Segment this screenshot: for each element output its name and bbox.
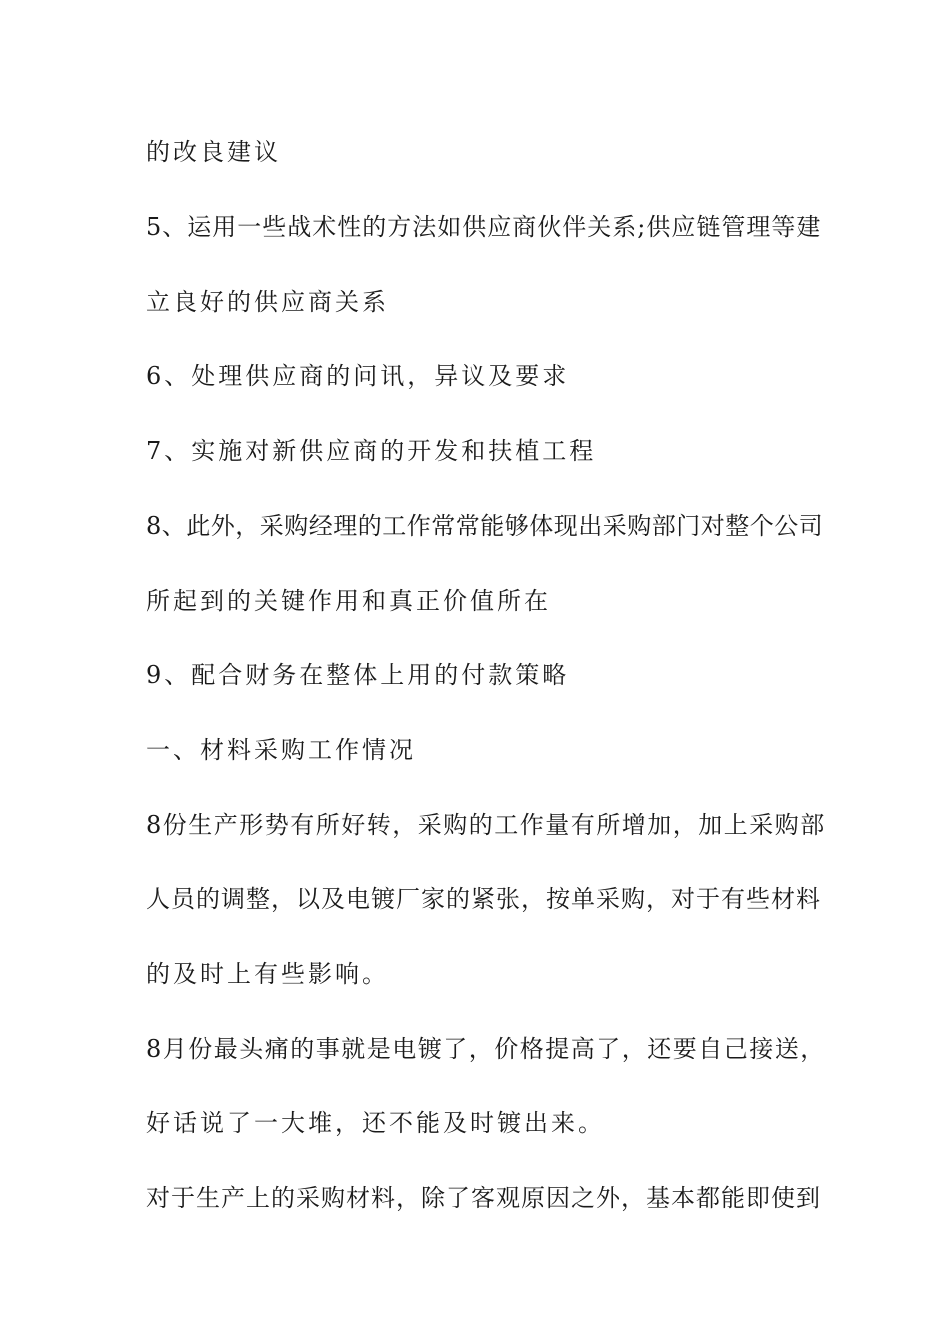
text-line: 所起到的关键作用和真正价值所在 (146, 587, 551, 615)
text-line: 人员的调整，以及电镀厂家的紧张，按单采购，对于有些材料 (146, 885, 821, 913)
text-line: 6、处理供应商的问讯，异议及要求 (146, 362, 570, 390)
text-line: 立良好的供应商关系 (146, 288, 389, 316)
text-line: 对于生产上的采购材料，除了客观原因之外，基本都能即使到 (146, 1184, 821, 1212)
text-line: 7、实施对新供应商的开发和扶植工程 (146, 437, 597, 465)
text-line: 5、运用一些战术性的方法如供应商伙伴关系;供应链管理等建 (146, 213, 822, 241)
text-line: 8份生产形势有所好转，采购的工作量有所增加，加上采购部 (146, 811, 826, 839)
text-line: 的及时上有些影响。 (146, 960, 389, 988)
text-line: 8、此外，采购经理的工作常常能够体现出采购部门对整个公司 (146, 512, 824, 540)
text-line: 的改良建议 (146, 138, 281, 166)
text-line: 9、配合财务在整体上用的付款策略 (146, 661, 570, 689)
text-line: 好话说了一大堆，还不能及时镀出来。 (146, 1109, 605, 1137)
text-line: 8月份最头痛的事就是电镀了，价格提高了，还要自己接送， (146, 1035, 826, 1063)
section-heading: 一、材料采购工作情况 (146, 736, 416, 764)
